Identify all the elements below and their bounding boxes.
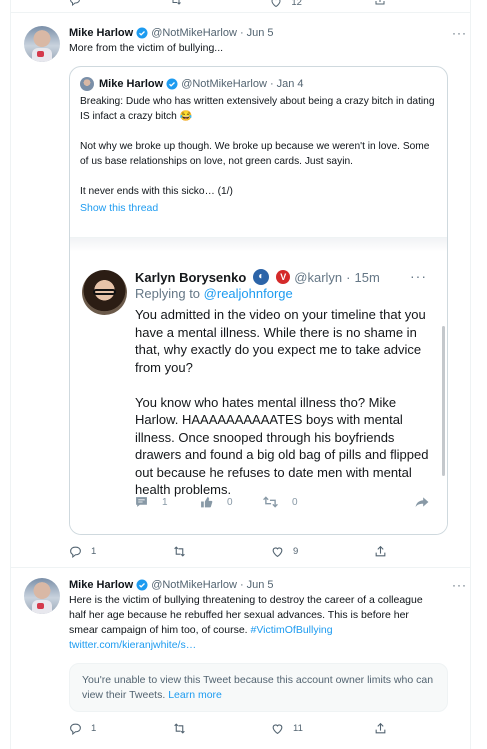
notice-text: You're unable to view this Tweet because this account owner limits who can view their Tweets.: [82, 674, 434, 701]
share-button[interactable]: [374, 722, 396, 735]
quote-paragraph-3: It never ends with this sicko… (1/): [80, 186, 233, 197]
embed-avatar: [82, 270, 127, 315]
author-name[interactable]: Mike Harlow: [69, 579, 134, 591]
column-border-left: [10, 0, 11, 749]
quote-author-name: Mike Harlow: [99, 78, 164, 90]
like-button[interactable]: [271, 545, 298, 558]
avatar[interactable]: [24, 26, 60, 62]
quote-paragraph-2: Not why we broke up though. We broke up because we weren't in love. Some of us base relationships on love, not green cards. Just sayin.: [80, 141, 430, 167]
replying-to: [135, 286, 293, 301]
embed-reply-count: 1: [162, 496, 168, 508]
like-count-label: 12: [291, 0, 302, 8]
reply-count: 1: [91, 723, 97, 734]
like-count: 9: [293, 546, 299, 557]
reply-button[interactable]: [69, 722, 96, 735]
embed-actions: [135, 496, 435, 516]
tweet-header: [69, 577, 274, 593]
embedded-screenshot: [70, 237, 448, 535]
embed-time: 15m: [354, 269, 380, 285]
globe-icon: ◐: [253, 269, 269, 285]
avatar[interactable]: [24, 578, 60, 614]
url-link[interactable]: twitter.com/kieranjwhite/s…: [69, 639, 197, 651]
tweet-date[interactable]: Jun 5: [246, 579, 274, 591]
replying-handle: @realjohnforge: [203, 286, 293, 301]
avatar-glasses: [93, 289, 116, 295]
tweet-actions: [69, 545, 409, 561]
replying-prefix: Replying to: [135, 286, 201, 301]
share-button[interactable]: [374, 545, 396, 558]
tweet-body: Here is the victim of bullying threatening to destroy the career of a colleague half her age because he rebuffed her sexual advances. This is before her smear campaign of him too, of course.: [69, 594, 423, 636]
embed-shadow: [70, 238, 448, 252]
quote-author-handle: @NotMikeHarlow: [181, 78, 267, 90]
show-thread-link[interactable]: Show this thread: [80, 202, 159, 214]
embed-paragraph-2: You know who hates mental illness tho? Mike Harlow. HAAAAAAAAAATES boys with mental illness. Once snooped through his boyfriends drawers and found a big old bag of pills and flipped out because he refuses to date men with mental health problems.: [135, 394, 429, 497]
more-icon[interactable]: ···: [452, 26, 467, 40]
avatar-heart: [37, 603, 44, 609]
quote-paragraph-1: Breaking: Dude who has written extensively about being a crazy bitch in dating IS infact a crazy bitch 😂: [80, 96, 435, 122]
tweet-date[interactable]: Jun 5: [246, 27, 274, 39]
author-handle[interactable]: @NotMikeHarlow: [151, 27, 237, 39]
tweet-actions: [69, 722, 409, 738]
quote-text: [80, 94, 440, 199]
quote-header: [80, 76, 304, 92]
quote-avatar: [80, 77, 94, 91]
retweet-icon[interactable]: [170, 0, 184, 8]
like-button[interactable]: [271, 722, 303, 735]
embed-reply: [135, 496, 168, 508]
separator-dot: ·: [239, 579, 244, 591]
verified-icon: [136, 27, 148, 39]
reply-button[interactable]: [69, 545, 96, 558]
separator-dot: ·: [269, 78, 274, 90]
embed-paragraph-1: You admitted in the video on your timeline that you have a mental illness. While there is no shame in that, why exactly do you expect me to take advice from you?: [135, 307, 426, 375]
embed-retweet: [263, 496, 298, 508]
embed-like: [200, 496, 233, 508]
more-icon[interactable]: ···: [452, 578, 467, 592]
divider: [10, 567, 470, 568]
embed-retweet-count: 0: [292, 496, 298, 508]
embed-author-handle: @karlyn: [294, 269, 343, 285]
tweet-text: More from the victim of bullying...: [69, 42, 224, 54]
embed-like-count: 0: [227, 496, 233, 508]
embed-header: [135, 268, 380, 286]
like-count[interactable]: [270, 0, 310, 8]
scrollbar: [442, 326, 445, 476]
reply-count: 1: [91, 546, 97, 557]
verified-icon: [166, 78, 178, 90]
v-badge-icon: V: [276, 270, 290, 284]
quoted-tweet[interactable]: [69, 66, 448, 535]
share-icon[interactable]: [374, 0, 388, 8]
divider: [10, 12, 470, 13]
hashtag-link[interactable]: #VictimOfBullying: [250, 624, 333, 636]
author-handle[interactable]: @NotMikeHarlow: [151, 579, 237, 591]
retweet-button[interactable]: [173, 545, 195, 558]
embed-share-icon: [415, 496, 443, 508]
retweet-button[interactable]: [173, 722, 195, 735]
reply-icon[interactable]: [69, 0, 83, 8]
embed-author-name: Karlyn Borysenko: [135, 269, 247, 285]
tweet-header: [69, 25, 274, 41]
author-name[interactable]: Mike Harlow: [69, 27, 134, 39]
previous-tweet-actions: [58, 0, 458, 10]
more-icon: ···: [410, 268, 427, 284]
learn-more-link[interactable]: Learn more: [168, 689, 222, 701]
separator-dot: ·: [346, 269, 351, 285]
separator-dot: ·: [239, 27, 244, 39]
column-border-right: [470, 0, 471, 749]
verified-icon: [136, 579, 148, 591]
tweet-text: [69, 593, 439, 653]
avatar-heart: [37, 51, 44, 57]
unavailable-tweet-notice: [69, 663, 448, 712]
like-count: 11: [293, 723, 303, 734]
embed-text: [135, 306, 435, 499]
quote-date: Jan 4: [276, 78, 304, 90]
